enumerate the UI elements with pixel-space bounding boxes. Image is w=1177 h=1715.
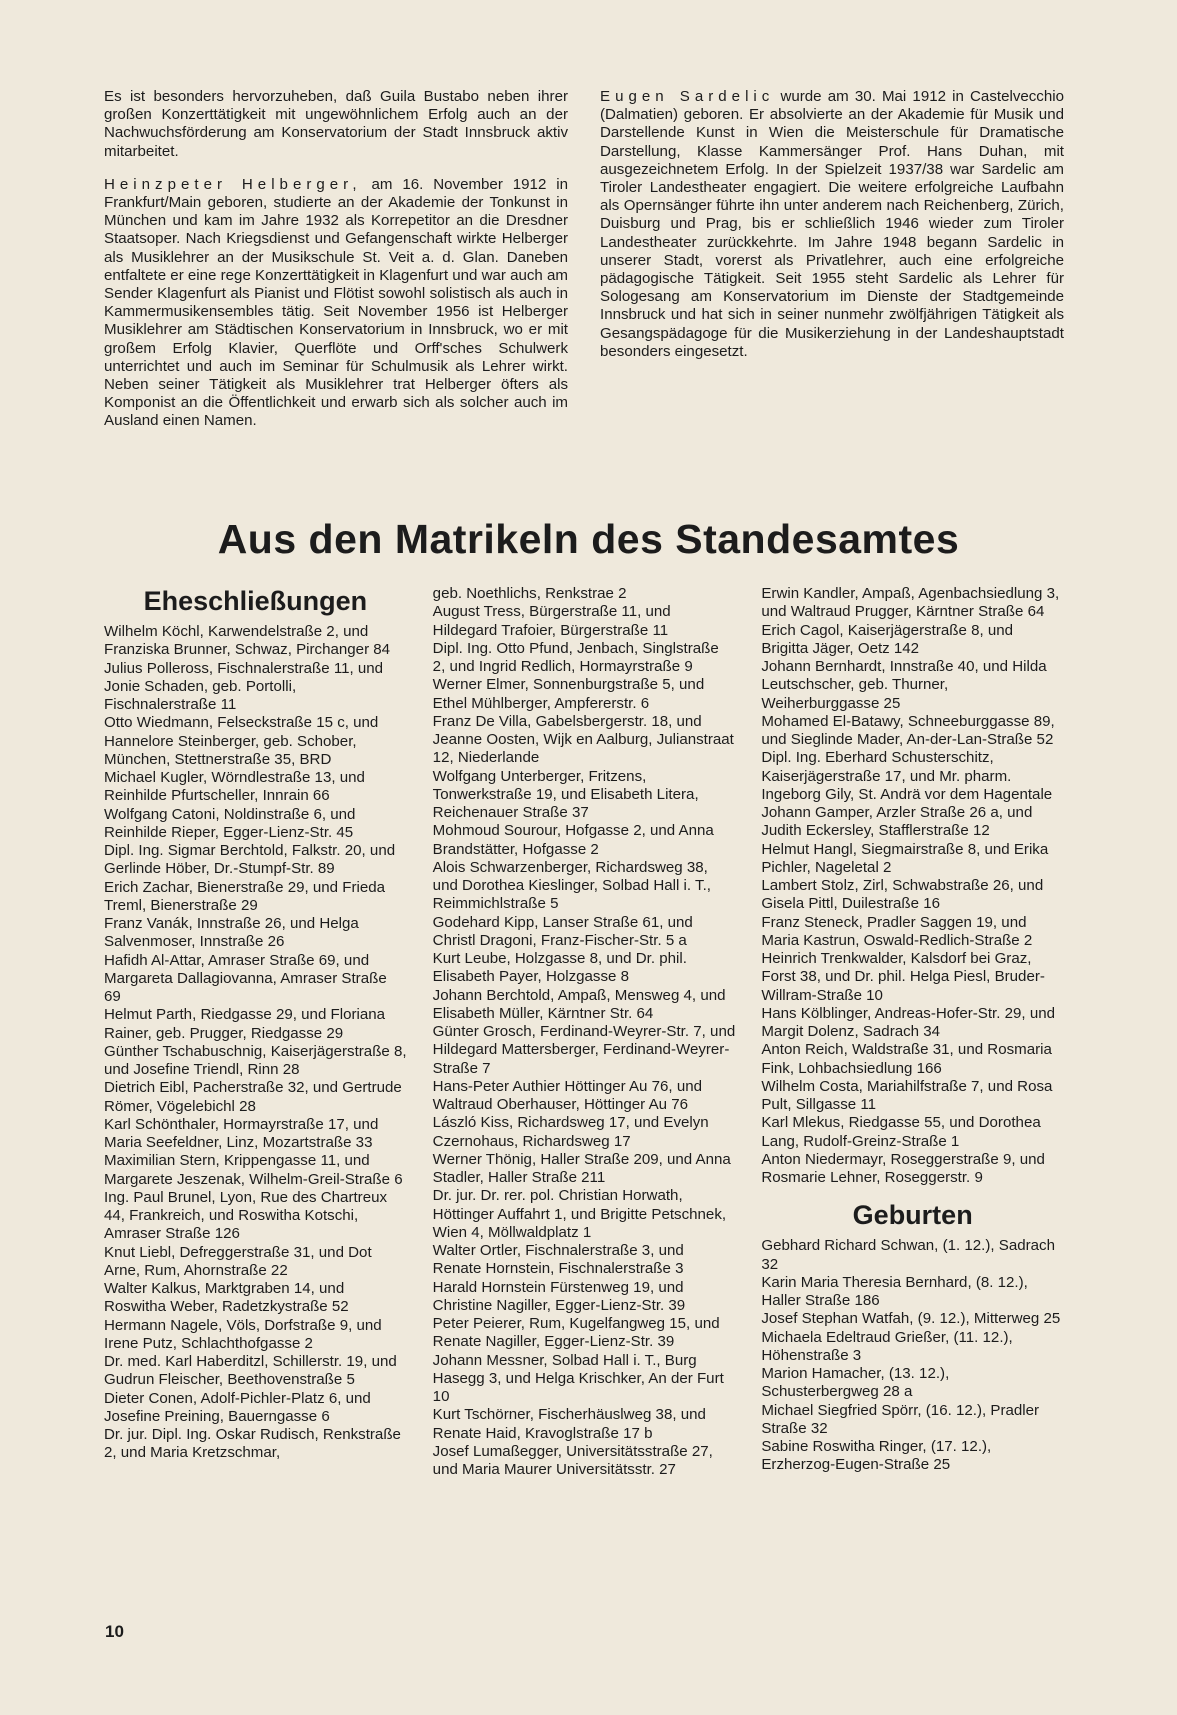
marriage-entry: Johann Gamper, Arzler Straße 26 a, und Judith Eckersley, Stafflerstraße 12: [761, 804, 1033, 840]
marriage-entry: Kurt Leube, Holzgasse 8, und Dr. phil. Elisabeth Payer, Holzgasse 8: [432, 950, 687, 986]
registry-column-2: [433, 585, 736, 1479]
birth-entry: Michaela Edeltraud Grießer, (11. 12.), Höhenstraße 3: [761, 1328, 1013, 1364]
marriage-entry: Dietrich Eibl, Pacherstraße 32, und Gertrude Römer, Vögelebichl 28: [104, 1079, 402, 1115]
births-heading: Geburten: [852, 1200, 973, 1231]
marriage-entry: August Tress, Bürgerstraße 11, und Hildegard Trafoier, Bürgerstraße 11: [432, 603, 671, 639]
section-headline: Aus den Matrikeln des Standesamtes: [217, 516, 960, 562]
marriage-entry: Wilhelm Köchl, Karwendelstraße 2, und Franziska Brunner, Schwaz, Pirchanger 84: [104, 623, 391, 659]
sardelic-paragraph: [600, 88, 1064, 361]
sardelic-bio: wurde am 30. Mai 1912 in Castelvecchio (Dalmatien) geboren. Er absolvierte an der Akademie für Musik und Darstellende Kunst in Wien die Meisterschule für Dramatische Darstellung, Klasse Kammersänger Prof. Hans Duhan, mit ausgezeichnetem Erfolg. In der Spielzeit 1937/38 war Sardelic am Tiroler Landestheater engagiert. Die weitere erfolgreiche Laufbahn als Opernsänger führte ihn unter anderem nach Reichenberg, Zürich, Duisburg und Prag, bis er schließlich 1946 wieder zum Tiroler Landestheater zurückkehrte. Im Jahre 1948 begann Sardelic in unserer Stadt, vorerst als Privatlehrer, auch eine erfolgreiche pädagogische Tätigkeit. Seit 1955 steht Sardelic als Lehrer für Sologesang am Konservatorium im Dienste der Stadtgemeinde Innsbruck und hat sich in seiner nunmehr zwölfjährigen Tätigkeit als Gesangspädagoge für die Musikerziehung in der Landeshauptstadt besonders eingesetzt.: [600, 88, 1064, 360]
marriage-entry: Erwin Kandler, Ampaß, Agenbachsiedlung 3, und Waltraud Prugger, Kärntner Straße 64: [761, 585, 1060, 621]
registry-column-1: [104, 585, 407, 1479]
marriage-entry: Wolfgang Catoni, Noldinstraße 6, und Reinhilde Rieper, Egger-Lienz-Str. 45: [104, 805, 356, 841]
marriage-entry: Franz Vanák, Innstraße 26, und Helga Salvenmoser, Innstraße 26: [104, 915, 359, 951]
birth-entry: Sabine Roswitha Ringer, (17. 12.), Erzherzog-Eugen-Straße 25: [761, 1438, 992, 1474]
marriage-entry: Helmut Parth, Riedgasse 29, und Floriana Rainer, geb. Prugger, Riedgasse 29: [104, 1006, 386, 1042]
registry-column-3: [761, 585, 1064, 1479]
marriage-entry: Helmut Hangl, Siegmairstraße 8, und Erika Pichler, Nageletal 2: [761, 840, 1049, 876]
marriage-entry: Kurt Tschörner, Fischerhäuslweg 38, und Renate Haid, Kravoglstraße 17 b: [432, 1406, 706, 1442]
marriage-entry: Franz Steneck, Pradler Saggen 19, und Maria Kastrun, Oswald-Redlich-Straße 2: [761, 913, 1033, 949]
helberger-name: Heinzpeter Helberger,: [104, 175, 362, 193]
birth-entry: Josef Stephan Watfah, (9. 12.), Mitterweg 25: [761, 1310, 1061, 1328]
marriage-entry: Heinrich Trenkwalder, Kalsdorf bei Graz, Forst 38, und Dr. phil. Helga Piesl, Bruder-Willram-Straße 10: [761, 950, 1045, 1004]
marriage-entry: Otto Wiedmann, Felseckstraße 15 c, und Hannelore Steinberger, geb. Schober, München, Stettnerstraße 35, BRD: [104, 714, 379, 768]
marriage-entry: Erich Zachar, Bienerstraße 29, und Frieda Treml, Bienerstraße 29: [104, 878, 386, 914]
marriage-entry: Dr. med. Karl Haberditzl, Schillerstr. 19, und Gudrun Fleischer, Beethovenstraße 5: [104, 1353, 397, 1389]
marriage-entry: Julius Polleross, Fischnalerstraße 11, und Jonie Schaden, geb. Portolli, Fischnalerstraße 11: [104, 659, 384, 713]
marriage-entry: Walter Kalkus, Marktgraben 14, und Roswitha Weber, Radetzkystraße 52: [104, 1280, 349, 1316]
births-list: [761, 1237, 1064, 1474]
marriage-entry: Dipl. Ing. Otto Pfund, Jenbach, Singlstraße 2, und Ingrid Redlich, Hormayrstraße 9: [432, 639, 719, 675]
marriage-entry: Karl Mlekus, Riedgasse 55, und Dorothea Lang, Rudolf-Greinz-Straße 1: [761, 1114, 1041, 1150]
marriage-entry: Knut Liebl, Defreggerstraße 31, und Dot Arne, Rum, Ahornstraße 22: [104, 1243, 372, 1279]
marriage-entry: Hans Kölblinger, Andreas-Hofer-Str. 29, und Margit Dolenz, Sadrach 34: [761, 1004, 1056, 1040]
marriage-entry: Hans-Peter Authier Höttinger Au 76, und Waltraud Oberhauser, Höttinger Au 76: [432, 1077, 703, 1113]
intro-column-2: [600, 88, 1064, 446]
marriage-entry: Dipl. Ing. Sigmar Berchtold, Falkstr. 20, und Gerlinde Höber, Dr.-Stumpf-Str. 89: [104, 842, 396, 878]
marriage-entry: Walter Ortler, Fischnalerstraße 3, und Renate Hornstein, Fischnalerstraße 3: [432, 1242, 684, 1278]
marriage-entry: Josef Lumaßegger, Universitätsstraße 27, und Maria Maurer Universitätsstr. 27: [432, 1442, 713, 1478]
marriage-entry: Erich Cagol, Kaiserjägerstraße 8, und Brigitta Jäger, Oetz 142: [761, 621, 1014, 657]
marriage-entry: Dr. jur. Dr. rer. pol. Christian Horwath, Höttinger Auffahrt 1, und Brigitte Petschnek, Wien 4, Möllwaldplatz 1: [432, 1187, 727, 1241]
marriage-entry: Peter Peierer, Rum, Kugelfangweg 15, und Renate Nagiller, Egger-Lienz-Str. 39: [432, 1315, 720, 1351]
marriages-heading: Eheschließungen: [143, 586, 368, 616]
birth-entry: Michael Siegfried Spörr, (16. 12.), Pradler Straße 32: [761, 1401, 1040, 1437]
marriage-entry: Godehard Kipp, Lanser Straße 61, und Christl Dragoni, Franz-Fischer-Str. 5 a: [432, 913, 693, 949]
marriages-list-2: [433, 585, 736, 1479]
marriage-entry: Dipl. Ing. Eberhard Schusterschitz, Kaiserjägerstraße 17, und Mr. pharm. Ingeborg Gily, St. Andrä vor dem Hagentale: [761, 749, 1053, 803]
marriage-entry: Maximilian Stern, Krippengasse 11, und Margarete Jeszenak, Wilhelm-Greil-Straße 6: [104, 1152, 403, 1188]
marriage-entry: Lambert Stolz, Zirl, Schwabstraße 26, und Gisela Pittl, Duilestraße 16: [761, 877, 1044, 913]
intro-text-flow: [104, 88, 1064, 446]
marriage-entry: Karl Schönthaler, Hormayrstraße 17, und Maria Seefeldner, Linz, Mozartstraße 33: [104, 1115, 379, 1151]
marriage-entry: Günter Grosch, Ferdinand-Weyrer-Str. 7, und Hildegard Mattersberger, Ferdinand-Weyrer-Straße 7: [432, 1023, 736, 1077]
registry-columns: [104, 585, 1064, 1479]
marriage-entry: Wolfgang Unterberger, Fritzens, Tonwerkstraße 19, und Elisabeth Litera, Reichenauer Straße 37: [432, 767, 699, 821]
marriage-entry: Dr. jur. Dipl. Ing. Oskar Rudisch, Renkstraße 2, und Maria Kretzschmar,: [104, 1426, 401, 1462]
marriage-entry: László Kiss, Richardsweg 17, und Evelyn Czernohaus, Richardsweg 17: [432, 1114, 709, 1150]
marriage-entry: Ing. Paul Brunel, Lyon, Rue des Chartreux 44, Frankreich, und Roswitha Kotschi, Amraser Straße 126: [104, 1188, 388, 1243]
birth-entry: Marion Hamacher, (13. 12.), Schusterbergweg 28 a: [761, 1365, 950, 1401]
marriage-entry: Johann Messner, Solbad Hall i. T., Burg Hasegg 3, und Helga Krischker, An der Furt 10: [432, 1351, 724, 1405]
marriage-entry: Johann Berchtold, Ampaß, Mensweg 4, und Elisabeth Müller, Kärntner Str. 64: [432, 986, 726, 1022]
marriage-entry: Anton Niedermayr, Roseggerstraße 9, und Rosmarie Lehner, Roseggerstr. 9: [761, 1150, 1045, 1186]
helberger-paragraph: [104, 176, 568, 431]
marriage-entry: Hafidh Al-Attar, Amraser Straße 69, und Margareta Dallagiovanna, Amraser Straße 69: [104, 951, 387, 1005]
marriage-entry: Alois Schwarzenberger, Richardsweg 38, und Dorothea Kieslinger, Solbad Hall i. T., Reimmichlstraße 5: [432, 858, 711, 913]
marriage-entry: Johann Bernhardt, Innstraße 40, und Hilda Leutschscher, geb. Thurner, Weiherburggasse 25: [761, 658, 1047, 712]
marriage-entry: Harald Hornstein Fürstenweg 19, und Christine Nagiller, Egger-Lienz-Str. 39: [432, 1278, 686, 1314]
birth-entry: Karin Maria Theresia Bernhard, (8. 12.), Haller Straße 186: [761, 1273, 1028, 1309]
marriage-entry: Werner Elmer, Sonnenburgstraße 5, und Ethel Mühlberger, Ampfererstr. 6: [432, 676, 705, 712]
intro-column-1: [104, 88, 568, 446]
marriage-entry: Werner Thönig, Haller Straße 209, und Anna Stadler, Haller Straße 211: [432, 1150, 731, 1186]
marriage-entry: Wilhelm Costa, Mariahilfstraße 7, und Rosa Pult, Sillgasse 11: [761, 1077, 1053, 1113]
marriage-entry: Mohamed El-Batawy, Schneeburggasse 89, und Sieglinde Mader, An-der-Lan-Straße 52: [761, 712, 1055, 748]
marriage-entry: geb. Noethlichs, Renkstrae 2: [432, 585, 627, 602]
marriage-entry: Günther Tschabuschnig, Kaiserjägerstraße 8, und Josefine Triendl, Rinn 28: [104, 1042, 407, 1078]
marriage-entry: Anton Reich, Waldstraße 31, und Rosmaria Fink, Lohbachsiedlung 166: [761, 1041, 1052, 1077]
marriage-entry: Mohmoud Sourour, Hofgasse 2, und Anna Brandstätter, Hofgasse 2: [432, 822, 714, 858]
page-number: 10: [105, 1622, 124, 1641]
sardelic-name: Eugen Sardelic: [600, 88, 775, 105]
intro-paragraph: Es ist besonders hervorzuheben, daß Guila Bustabo neben ihrer großen Konzerttätigkeit mit ungewöhnlichem Erfolg auch an der Nachwuchsförderung am Konservatorium der Stadt Innsbruck aktiv mitarbeitet.: [104, 88, 568, 160]
marriages-list-1: [104, 623, 407, 1463]
marriage-entry: Hermann Nagele, Völs, Dorfstraße 9, und Irene Putz, Schlachthofgasse 2: [104, 1316, 382, 1352]
marriages-list-3: [761, 585, 1064, 1187]
marriage-entry: Michael Kugler, Wörndlestraße 13, und Reinhilde Pfurtscheller, Innrain 66: [104, 769, 365, 805]
helberger-bio: am 16. November 1912 in Frankfurt/Main geboren, studierte an der Akademie der Tonkunst in München und kam im Jahre 1932 als Korrepetitor an die Dresdner Staatsoper. Nach Kriegsdienst und Gefangenschaft wirkte Helberger als Musiklehrer an der Musikschule St. Veit a. d. Glan. Daneben entfaltete er eine rege Konzerttätigkeit in Klagenfurt und war auch am Sender Klagenfurt als Pianist und Flötist sowohl solistisch als auch in Kammermusikensembles tätig. Seit November 1956 ist Helberger Musiklehrer am Städtischen Konservatorium in Innsbruck, wo er mit großem Erfolg Klavier, Querflöte und Orff'sches Schulwerk unterrichtet und auch im Seminar für Schulmusik als Lehrer wirkt. Neben seiner Tätigkeit als Musiklehrer trat Helberger öfters als Komponist an die Öffentlichkeit und erwarb sich als solcher auch im Ausland einen Namen.: [104, 175, 568, 430]
birth-entry: Gebhard Richard Schwan, (1. 12.), Sadrach 32: [761, 1237, 1055, 1273]
marriage-entry: Dieter Conen, Adolf-Pichler-Platz 6, und Josefine Preining, Bauerngasse 6: [104, 1389, 371, 1425]
marriage-entry: Franz De Villa, Gabelsbergerstr. 18, und Jeanne Oosten, Wijk en Aalburg, Julianstraat 12, Niederlande: [432, 712, 734, 767]
